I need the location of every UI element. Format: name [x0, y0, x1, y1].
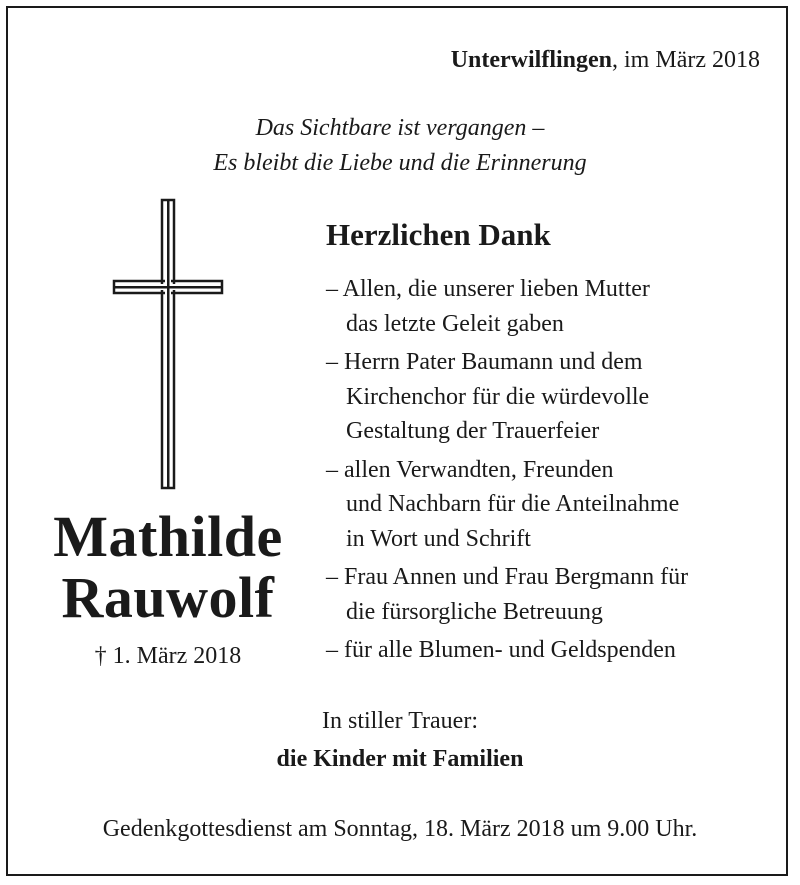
thanks-item [326, 272, 776, 341]
location-place: Unterwilflingen [450, 47, 613, 73]
thanks-item-line: – allen Verwandten, Freunden [326, 456, 614, 483]
signature-names: die Kinder mit Familien [276, 746, 524, 772]
thanks-item [326, 633, 776, 668]
death-date: † 1. März 2018 [94, 643, 242, 669]
thanks-item-line: – Herrn Pater Baumann und dem [326, 349, 643, 375]
memorial-service-notice: Gedenkgottesdienst am Sonntag, 18. März 2018 um 9.00 Uhr. [102, 816, 698, 842]
cross-icon [110, 198, 226, 490]
thanks-item-line: – Allen, die unserer lieben Mutter [326, 276, 650, 302]
deceased-first-name: Mathilde [53, 504, 283, 569]
thanks-item [326, 345, 776, 449]
deceased-last-name: Rauwolf [61, 565, 275, 630]
thanks-item-continuation: in Wort und Schrift [346, 525, 531, 552]
motto-line-2: Es bleibt die Liebe und die Erinnerung [213, 150, 587, 176]
thanks-item-line: – für alle Blumen- und Geldspenden [326, 637, 676, 663]
thanks-item-continuation: Kirchenchor für die würdevolle [346, 383, 650, 410]
thanks-item-continuation: Gestaltung der Trauerfeier [346, 418, 600, 444]
thanks-item [326, 453, 776, 557]
thanks-item-continuation: das letzte Geleit gaben [346, 310, 564, 337]
thanks-item-continuation: und Nachbarn für die Anteilnahme [346, 491, 680, 517]
thanks-heading: Herzlichen Dank [326, 217, 551, 252]
thanks-item [326, 560, 776, 629]
location-date [451, 46, 760, 74]
signature-intro: In stiller Trauer: [322, 708, 478, 734]
location-date-text: , im März 2018 [612, 47, 760, 73]
thanks-list [326, 272, 776, 672]
motto-line-1: Das Sichtbare ist vergangen – [255, 115, 545, 141]
thanks-item-line: – Frau Annen und Frau Bergmann für [326, 564, 689, 590]
thanks-item-continuation: die fürsorgliche Betreuung [346, 598, 603, 625]
